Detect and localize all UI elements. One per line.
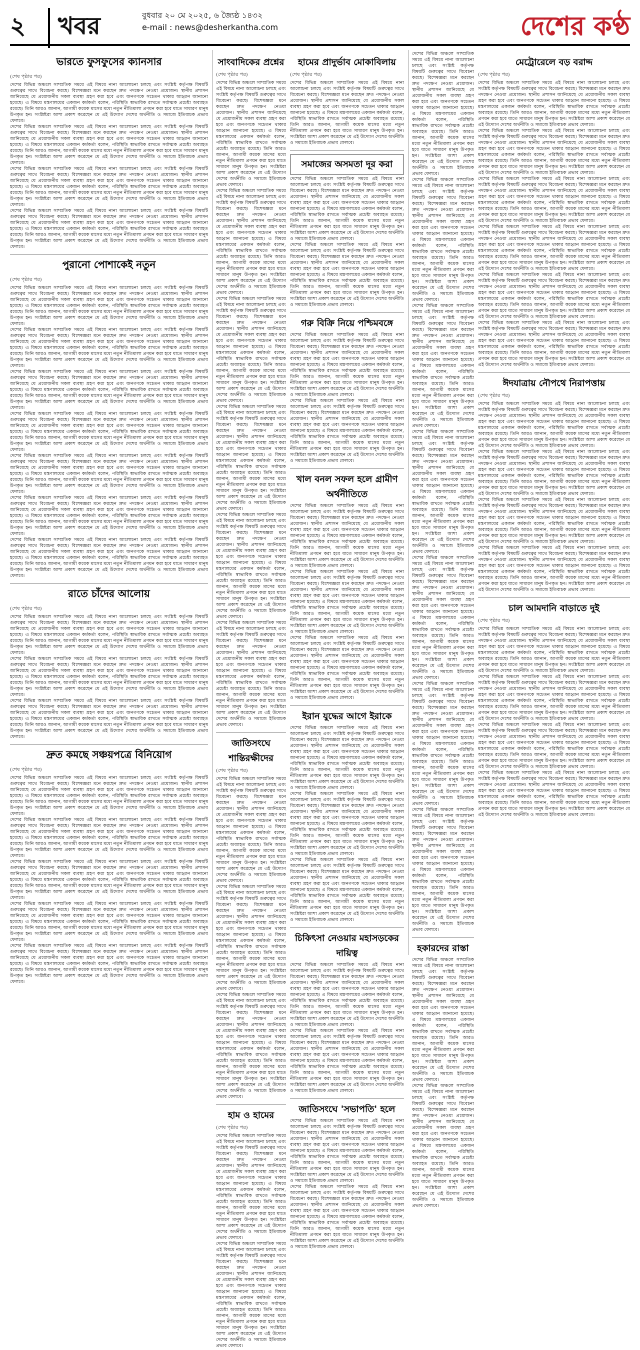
article-body: দেশের বিভিন্ন অঞ্চলে সাম্প্রতিক সময়ে এই বিষয়ে নানা আলোচনা চলছে এবং সংশ্লিষ্ট কর্তৃপক্ষ বিষয়টি গুরুত্বের সাথে বিবেচনা করছে। বিশেষজ্ঞরা মনে করছেন দ্রুত পদক্ষেপ নেওয়া প্রয়োজন। স্থানীয় প্রশাসন জানিয়েছে যে প্রয়োজনীয় সকল ব্যবস্থা গ্রহণ করা হবে এবং জনগণকে সচেতন থাকার আহ্বান জানানো হয়েছে। এ বিষয়ে মন্ত্রণালয়ের একজন কর্মকর্তা বলেন, পরিস্থিতি স্বাভাবিক রাখতে সর্বাত্মক প্রচেষ্টা অব্যাহত রয়েছে। তিনি আরও জানান, আগামী কয়েক মাসের মধ্যে নতুন নীতিমালা প্রণয়ন করা হবে যাতে সাধারণ মানুষ উপকৃত হন। সংশ্লিষ্টরা আশা প্রকাশ করেছেন যে এই উদ্যোগ দেশের অর্থনীতি ও সমাজে ইতিবাচক প্রভাব ফেলবে।: [290, 726, 404, 791]
article-body: দেশের বিভিন্ন অঞ্চলে সাম্প্রতিক সময়ে এই বিষয়ে নানা আলোচনা চলছে এবং সংশ্লিষ্ট কর্তৃপক্ষ বিষয়টি গুরুত্বের সাথে বিবেচনা করছে। বিশেষজ্ঞরা মনে করছেন দ্রুত পদক্ষেপ নেওয়া প্রয়োজন। স্থানীয় প্রশাসন জানিয়েছে যে প্রয়োজনীয় সকল ব্যবস্থা গ্রহণ করা হবে এবং জনগণকে সচেতন থাকার আহ্বান জানানো হয়েছে। এ বিষয়ে মন্ত্রণালয়ের একজন কর্মকর্তা বলেন, পরিস্থিতি স্বাভাবিক রাখতে সর্বাত্মক প্রচেষ্টা অব্যাহত রয়েছে। তিনি আরও জানান, আগামী কয়েক মাসের মধ্যে নতুন নীতিমালা প্রণয়ন করা হবে যাতে সাধারণ মানুষ উপকৃত হন। সংশ্লিষ্টরা আশা প্রকাশ করেছেন যে এই উদ্যোগ দেশের অর্থনীতি ও সমাজে ইতিবাচক প্রভাব ফেলবে।: [10, 944, 208, 985]
kicker: (শেষ পৃষ্ঠার পর): [10, 74, 42, 80]
headline: দ্রুত কমছে সঞ্চয়পত্রে বিনিয়োগ: [46, 750, 172, 761]
article-body: দেশের বিভিন্ন অঞ্চলে সাম্প্রতিক সময়ে এই বিষয়ে নানা আলোচনা চলছে এবং সংশ্লিষ্ট কর্তৃপক্ষ বিষয়টি গুরুত্বের সাথে বিবেচনা করছে। বিশেষজ্ঞরা মনে করছেন দ্রুত পদক্ষেপ নেওয়া প্রয়োজন। স্থানীয় প্রশাসন জানিয়েছে যে প্রয়োজনীয় সকল ব্যবস্থা গ্রহণ করা হবে এবং জনগণকে সচেতন থাকার আহ্বান জানানো হয়েছে। এ বিষয়ে মন্ত্রণালয়ের একজন কর্মকর্তা বলেন, পরিস্থিতি স্বাভাবিক রাখতে সর্বাত্মক প্রচেষ্টা অব্যাহত রয়েছে। তিনি আরও জানান, আগামী কয়েক মাসের মধ্যে নতুন নীতিমালা প্রণয়ন করা হবে যাতে সাধারণ মানুষ উপকৃত হন। সংশ্লিষ্টরা আশা প্রকাশ করেছেন যে এই উদ্যোগ দেশের অর্থনীতি ও সমাজে ইতিবাচক প্রভাব ফেলবে।: [216, 885, 286, 992]
article-body: দেশের বিভিন্ন অঞ্চলে সাম্প্রতিক সময়ে এই বিষয়ে নানা আলোচনা চলছে এবং সংশ্লিষ্ট কর্তৃপক্ষ বিষয়টি গুরুত্বের সাথে বিবেচনা করছে। বিশেষজ্ঞরা মনে করছেন দ্রুত পদক্ষেপ নেওয়া প্রয়োজন। স্থানীয় প্রশাসন জানিয়েছে যে প্রয়োজনীয় সকল ব্যবস্থা গ্রহণ করা হবে এবং জনগণকে সচেতন থাকার আহ্বান জানানো হয়েছে। এ বিষয়ে মন্ত্রণালয়ের একজন কর্মকর্তা বলেন, পরিস্থিতি স্বাভাবিক রাখতে সর্বাত্মক প্রচেষ্টা অব্যাহত রয়েছে। তিনি আরও জানান, আগামী কয়েক মাসের মধ্যে নতুন নীতিমালা প্রণয়ন করা হবে যাতে সাধারণ মানুষ উপকৃত হন। সংশ্লিষ্টরা আশা প্রকাশ করেছেন যে এই উদ্যোগ দেশের অর্থনীতি ও সমাজে ইতিবাচক প্রভাব ফেলবে।: [216, 189, 286, 296]
article-body: দেশের বিভিন্ন অঞ্চলে সাম্প্রতিক সময়ে এই বিষয়ে নানা আলোচনা চলছে এবং সংশ্লিষ্ট কর্তৃপক্ষ বিষয়টি গুরুত্বের সাথে বিবেচনা করছে। বিশেষজ্ঞরা মনে করছেন দ্রুত পদক্ষেপ নেওয়া প্রয়োজন। স্থানীয় প্রশাসন জানিয়েছে যে প্রয়োজনীয় সকল ব্যবস্থা গ্রহণ করা হবে এবং জনগণকে সচেতন থাকার আহ্বান জানানো হয়েছে। এ বিষয়ে মন্ত্রণালয়ের একজন কর্মকর্তা বলেন, পরিস্থিতি স্বাভাবিক রাখতে সর্বাত্মক প্রচেষ্টা অব্যাহত রয়েছে। তিনি আরও জানান, আগামী কয়েক মাসের মধ্যে নতুন নীতিমালা প্রণয়ন করা হবে যাতে সাধারণ মানুষ উপকৃত হন। সংশ্লিষ্টরা আশা প্রকাশ করেছেন যে এই উদ্যোগ দেশের অর্থনীতি ও সমাজে ইতিবাচক প্রভাব ফেলবে।: [412, 556, 474, 681]
article-body: দেশের বিভিন্ন অঞ্চলে সাম্প্রতিক সময়ে এই বিষয়ে নানা আলোচনা চলছে এবং সংশ্লিষ্ট কর্তৃপক্ষ বিষয়টি গুরুত্বের সাথে বিবেচনা করছে। বিশেষজ্ঞরা মনে করছেন দ্রুত পদক্ষেপ নেওয়া প্রয়োজন। স্থানীয় প্রশাসন জানিয়েছে যে প্রয়োজনীয় সকল ব্যবস্থা গ্রহণ করা হবে এবং জনগণকে সচেতন থাকার আহ্বান জানানো হয়েছে। এ বিষয়ে মন্ত্রণালয়ের একজন কর্মকর্তা বলেন, পরিস্থিতি স্বাভাবিক রাখতে সর্বাত্মক প্রচেষ্টা অব্যাহত রয়েছে। তিনি আরও জানান, আগামী কয়েক মাসের মধ্যে নতুন নীতিমালা প্রণয়ন করা হবে যাতে সাধারণ মানুষ উপকৃত হন। সংশ্লিষ্টরা আশা প্রকাশ করেছেন যে এই উদ্যোগ দেশের অর্থনীতি ও সমাজে ইতিবাচক প্রভাব ফেলবে।: [10, 370, 208, 411]
headline: ভারতে ফুসফুসের ক্যানসার: [56, 57, 162, 68]
headline: হাম ও হামের: [227, 1111, 275, 1121]
article-body: দেশের বিভিন্ন অঞ্চলে সাম্প্রতিক সময়ে এই বিষয়ে নানা আলোচনা চলছে এবং সংশ্লিষ্ট কর্তৃপক্ষ বিষয়টি গুরুত্বের সাথে বিবেচনা করছে। বিশেষজ্ঞরা মনে করছেন দ্রুত পদক্ষেপ নেওয়া প্রয়োজন। স্থানীয় প্রশাসন জানিয়েছে যে প্রয়োজনীয় সকল ব্যবস্থা গ্রহণ করা হবে এবং জনগণকে সচেতন থাকার আহ্বান জানানো হয়েছে। এ বিষয়ে মন্ত্রণালয়ের একজন কর্মকর্তা বলেন, পরিস্থিতি স্বাভাবিক রাখতে সর্বাত্মক প্রচেষ্টা অব্যাহত রয়েছে। তিনি আরও জানান, আগামী কয়েক মাসের মধ্যে নতুন নীতিমালা প্রণয়ন করা হবে যাতে সাধারণ মানুষ উপকৃত হন। সংশ্লিষ্টরা আশা প্রকাশ করেছেন যে এই উদ্যোগ দেশের অর্থনীতি ও সমাজে ইতিবাচক প্রভাব ফেলবে।: [216, 993, 286, 1100]
headline: হকারদের রাস্তা: [417, 944, 469, 954]
article-body: দেশের বিভিন্ন অঞ্চলে সাম্প্রতিক সময়ে এই বিষয়ে নানা আলোচনা চলছে এবং সংশ্লিষ্ট কর্তৃপক্ষ বিষয়টি গুরুত্বের সাথে বিবেচনা করছে। বিশেষজ্ঞরা মনে করছেন দ্রুত পদক্ষেপ নেওয়া প্রয়োজন। স্থানীয় প্রশাসন জানিয়েছে যে প্রয়োজনীয় সকল ব্যবস্থা গ্রহণ করা হবে এবং জনগণকে সচেতন থাকার আহ্বান জানানো হয়েছে। এ বিষয়ে মন্ত্রণালয়ের একজন কর্মকর্তা বলেন, পরিস্থিতি স্বাভাবিক রাখতে সর্বাত্মক প্রচেষ্টা অব্যাহত রয়েছে। তিনি আরও জানান, আগামী কয়েক মাসের মধ্যে নতুন নীতিমালা প্রণয়ন করা হবে যাতে সাধারণ মানুষ উপকৃত হন। সংশ্লিষ্টরা আশা প্রকাশ করেছেন যে এই উদ্যোগ দেশের অর্থনীতি ও সমাজে ইতিবাচক প্রভাব ফেলবে।: [478, 177, 630, 224]
column-rule: [408, 50, 409, 955]
article-body: দেশের বিভিন্ন অঞ্চলে সাম্প্রতিক সময়ে এই বিষয়ে নানা আলোচনা চলছে এবং সংশ্লিষ্ট কর্তৃপক্ষ বিষয়টি গুরুত্বের সাথে বিবেচনা করছে। বিশেষজ্ঞরা মনে করছেন দ্রুত পদক্ষেপ নেওয়া প্রয়োজন। স্থানীয় প্রশাসন জানিয়েছে যে প্রয়োজনীয় সকল ব্যবস্থা গ্রহণ করা হবে এবং জনগণকে সচেতন থাকার আহ্বান জানানো হয়েছে। এ বিষয়ে মন্ত্রণালয়ের একজন কর্মকর্তা বলেন, পরিস্থিতি স্বাভাবিক রাখতে সর্বাত্মক প্রচেষ্টা অব্যাহত রয়েছে। তিনি আরও জানান, আগামী কয়েক মাসের মধ্যে নতুন নীতিমালা প্রণয়ন করা হবে যাতে সাধারণ মানুষ উপকৃত হন। সংশ্লিষ্টরা আশা প্রকাশ করেছেন যে এই উদ্যোগ দেশের অর্থনীতি ও সমাজে ইতিবাচক প্রভাব ফেলবে।: [290, 504, 404, 569]
article-body: দেশের বিভিন্ন অঞ্চলে সাম্প্রতিক সময়ে এই বিষয়ে নানা আলোচনা চলছে এবং সংশ্লিষ্ট কর্তৃপক্ষ বিষয়টি গুরুত্বের সাথে বিবেচনা করছে। বিশেষজ্ঞরা মনে করছেন দ্রুত পদক্ষেপ নেওয়া প্রয়োজন। স্থানীয় প্রশাসন জানিয়েছে যে প্রয়োজনীয় সকল ব্যবস্থা গ্রহণ করা হবে এবং জনগণকে সচেতন থাকার আহ্বান জানানো হয়েছে। এ বিষয়ে মন্ত্রণালয়ের একজন কর্মকর্তা বলেন, পরিস্থিতি স্বাভাবিক রাখতে সর্বাত্মক প্রচেষ্টা অব্যাহত রয়েছে। তিনি আরও জানান, আগামী কয়েক মাসের মধ্যে নতুন নীতিমালা প্রণয়ন করা হবে যাতে সাধারণ মানুষ উপকৃত হন। সংশ্লিষ্টরা আশা প্রকাশ করেছেন যে এই উদ্যোগ দেশের অর্থনীতি ও সমাজে ইতিবাচক প্রভাব ফেলবে।: [10, 125, 208, 166]
article-body: দেশের বিভিন্ন অঞ্চলে সাম্প্রতিক সময়ে এই বিষয়ে নানা আলোচনা চলছে এবং সংশ্লিষ্ট কর্তৃপক্ষ বিষয়টি গুরুত্বের সাথে বিবেচনা করছে। বিশেষজ্ঞরা মনে করছেন দ্রুত পদক্ষেপ নেওয়া প্রয়োজন। স্থানীয় প্রশাসন জানিয়েছে যে প্রয়োজনীয় সকল ব্যবস্থা গ্রহণ করা হবে এবং জনগণকে সচেতন থাকার আহ্বান জানানো হয়েছে। এ বিষয়ে মন্ত্রণালয়ের একজন কর্মকর্তা বলেন, পরিস্থিতি স্বাভাবিক রাখতে সর্বাত্মক প্রচেষ্টা অব্যাহত রয়েছে। তিনি আরও জানান, আগামী কয়েক মাসের মধ্যে নতুন নীতিমালা প্রণয়ন করা হবে যাতে সাধারণ মানুষ উপকৃত হন। সংশ্লিষ্টরা আশা প্রকাশ করেছেন যে এই উদ্যোগ দেশের অর্থনীতি ও সমাজে ইতিবাচক প্রভাব ফেলবে।: [10, 902, 208, 943]
article-body: দেশের বিভিন্ন অঞ্চলে সাম্প্রতিক সময়ে এই বিষয়ে নানা আলোচনা চলছে এবং সংশ্লিষ্ট কর্তৃপক্ষ বিষয়টি গুরুত্বের সাথে বিবেচনা করছে। বিশেষজ্ঞরা মনে করছেন দ্রুত পদক্ষেপ নেওয়া প্রয়োজন। স্থানীয় প্রশাসন জানিয়েছে যে প্রয়োজনীয় সকল ব্যবস্থা গ্রহণ করা হবে এবং জনগণকে সচেতন থাকার আহ্বান জানানো হয়েছে। এ বিষয়ে মন্ত্রণালয়ের একজন কর্মকর্তা বলেন, পরিস্থিতি স্বাভাবিক রাখতে সর্বাত্মক প্রচেষ্টা অব্যাহত রয়েছে। তিনি আরও জানান, আগামী কয়েক মাসের মধ্যে নতুন নীতিমালা প্রণয়ন করা হবে যাতে সাধারণ মানুষ উপকৃত হন। সংশ্লিষ্টরা আশা প্রকাশ করেছেন যে এই উদ্যোগ দেশের অর্থনীতি ও সমাজে ইতিবাচক প্রভাব ফেলবে।: [290, 1029, 404, 1094]
article-body: দেশের বিভিন্ন অঞ্চলে সাম্প্রতিক সময়ে এই বিষয়ে নানা আলোচনা চলছে এবং সংশ্লিষ্ট কর্তৃপক্ষ বিষয়টি গুরুত্বের সাথে বিবেচনা করছে। বিশেষজ্ঞরা মনে করছেন দ্রুত পদক্ষেপ নেওয়া প্রয়োজন। স্থানীয় প্রশাসন জানিয়েছে যে প্রয়োজনীয় সকল ব্যবস্থা গ্রহণ করা হবে এবং জনগণকে সচেতন থাকার আহ্বান জানানো হয়েছে। এ বিষয়ে মন্ত্রণালয়ের একজন কর্মকর্তা বলেন, পরিস্থিতি স্বাভাবিক রাখতে সর্বাত্মক প্রচেষ্টা অব্যাহত রয়েছে। তিনি আরও জানান, আগামী কয়েক মাসের মধ্যে নতুন নীতিমালা প্রণয়ন করা হবে যাতে সাধারণ মানুষ উপকৃত হন। সংশ্লিষ্টরা আশা প্রকাশ করেছেন যে এই উদ্যোগ দেশের অর্থনীতি ও সমাজে ইতিবাচক প্রভাব ফেলবে।: [10, 818, 208, 859]
article-body: দেশের বিভিন্ন অঞ্চলে সাম্প্রতিক সময়ে এই বিষয়ে নানা আলোচনা চলছে এবং সংশ্লিষ্ট কর্তৃপক্ষ বিষয়টি গুরুত্বের সাথে বিবেচনা করছে। বিশেষজ্ঞরা মনে করছেন দ্রুত পদক্ষেপ নেওয়া প্রয়োজন। স্থানীয় প্রশাসন জানিয়েছে যে প্রয়োজনীয় সকল ব্যবস্থা গ্রহণ করা হবে এবং জনগণকে সচেতন থাকার আহ্বান জানানো হয়েছে। এ বিষয়ে মন্ত্রণালয়ের একজন কর্মকর্তা বলেন, পরিস্থিতি স্বাভাবিক রাখতে সর্বাত্মক প্রচেষ্টা অব্যাহত রয়েছে। তিনি আরও জানান, আগামী কয়েক মাসের মধ্যে নতুন নীতিমালা প্রণয়ন করা হবে যাতে সাধারণ মানুষ উপকৃত হন। সংশ্লিষ্টরা আশা প্রকাশ করেছেন যে এই উদ্যোগ দেশের অর্থনীতি ও সমাজে ইতিবাচক প্রভাব ফেলবে।: [10, 496, 208, 537]
article-body: দেশের বিভিন্ন অঞ্চলে সাম্প্রতিক সময়ে এই বিষয়ে নানা আলোচনা চলছে এবং সংশ্লিষ্ট কর্তৃপক্ষ বিষয়টি গুরুত্বের সাথে বিবেচনা করছে। বিশেষজ্ঞরা মনে করছেন দ্রুত পদক্ষেপ নেওয়া প্রয়োজন। স্থানীয় প্রশাসন জানিয়েছে যে প্রয়োজনীয় সকল ব্যবস্থা গ্রহণ করা হবে এবং জনগণকে সচেতন থাকার আহ্বান জানানো হয়েছে। এ বিষয়ে মন্ত্রণালয়ের একজন কর্মকর্তা বলেন, পরিস্থিতি স্বাভাবিক রাখতে সর্বাত্মক প্রচেষ্টা অব্যাহত রয়েছে। তিনি আরও জানান, আগামী কয়েক মাসের মধ্যে নতুন নীতিমালা প্রণয়ন করা হবে যাতে সাধারণ মানুষ উপকৃত হন। সংশ্লিষ্টরা আশা প্রকাশ করেছেন যে এই উদ্যোগ দেশের অর্থনীতি ও সমাজে ইতিবাচক প্রভাব ফেলবে।: [478, 450, 630, 497]
column-right-narrow: [412, 52, 474, 1209]
article-body: দেশের বিভিন্ন অঞ্চলে সাম্প্রতিক সময়ে এই বিষয়ে নানা আলোচনা চলছে এবং সংশ্লিষ্ট কর্তৃপক্ষ বিষয়টি গুরুত্বের সাথে বিবেচনা করছে। বিশেষজ্ঞরা মনে করছেন দ্রুত পদক্ষেপ নেওয়া প্রয়োজন। স্থানীয় প্রশাসন জানিয়েছে যে প্রয়োজনীয় সকল ব্যবস্থা গ্রহণ করা হবে এবং জনগণকে সচেতন থাকার আহ্বান জানানো হয়েছে। এ বিষয়ে মন্ত্রণালয়ের একজন কর্মকর্তা বলেন, পরিস্থিতি স্বাভাবিক রাখতে সর্বাত্মক প্রচেষ্টা অব্যাহত রয়েছে। তিনি আরও জানান, আগামী কয়েক মাসের মধ্যে নতুন নীতিমালা প্রণয়ন করা হবে যাতে সাধারণ মানুষ উপকৃত হন। সংশ্লিষ্টরা আশা প্রকাশ করেছেন যে এই উদ্যোগ দেশের অর্থনীতি ও সমাজে ইতিবাচক প্রভাব ফেলবে।: [478, 81, 630, 128]
article-body: দেশের বিভিন্ন অঞ্চলে সাম্প্রতিক সময়ে এই বিষয়ে নানা আলোচনা চলছে এবং সংশ্লিষ্ট কর্তৃপক্ষ বিষয়টি গুরুত্বের সাথে বিবেচনা করছে। বিশেষজ্ঞরা মনে করছেন দ্রুত পদক্ষেপ নেওয়া প্রয়োজন। স্থানীয় প্রশাসন জানিয়েছে যে প্রয়োজনীয় সকল ব্যবস্থা গ্রহণ করা হবে এবং জনগণকে সচেতন থাকার আহ্বান জানানো হয়েছে। এ বিষয়ে মন্ত্রণালয়ের একজন কর্মকর্তা বলেন, পরিস্থিতি স্বাভাবিক রাখতে সর্বাত্মক প্রচেষ্টা অব্যাহত রয়েছে। তিনি আরও জানান, আগামী কয়েক মাসের মধ্যে নতুন নীতিমালা প্রণয়ন করা হবে যাতে সাধারণ মানুষ উপকৃত হন। সংশ্লিষ্টরা আশা প্রকাশ করেছেন যে এই উদ্যোগ দেশের অর্থনীতি ও সমাজে ইতিবাচক প্রভাব ফেলবে।: [290, 81, 404, 146]
kicker: (শেষ পৃষ্ঠার পর): [10, 606, 42, 612]
headline: জাতিসংঘে 'সভাপতি' হলে: [298, 1105, 396, 1115]
article-body: দেশের বিভিন্ন অঞ্চলে সাম্প্রতিক সময়ে এই বিষয়ে নানা আলোচনা চলছে এবং সংশ্লিষ্ট কর্তৃপক্ষ বিষয়টি গুরুত্বের সাথে বিবেচনা করছে। বিশেষজ্ঞরা মনে করছেন দ্রুত পদক্ষেপ নেওয়া প্রয়োজন। স্থানীয় প্রশাসন জানিয়েছে যে প্রয়োজনীয় সকল ব্যবস্থা গ্রহণ করা হবে এবং জনগণকে সচেতন থাকার আহ্বান জানানো হয়েছে। এ বিষয়ে মন্ত্রণালয়ের একজন কর্মকর্তা বলেন, পরিস্থিতি স্বাভাবিক রাখতে সর্বাত্মক প্রচেষ্টা অব্যাহত রয়েছে। তিনি আরও জানান, আগামী কয়েক মাসের মধ্যে নতুন নীতিমালা প্রণয়ন করা হবে যাতে সাধারণ মানুষ উপকৃত হন। সংশ্লিষ্টরা আশা প্রকাশ করেছেন যে এই উদ্যোগ দেশের অর্থনীতি ও সমাজে ইতিবাচক প্রভাব ফেলবে।: [478, 129, 630, 176]
article-body: দেশের বিভিন্ন অঞ্চলে সাম্প্রতিক সময়ে এই বিষয়ে নানা আলোচনা চলছে এবং সংশ্লিষ্ট কর্তৃপক্ষ বিষয়টি গুরুত্বের সাথে বিবেচনা করছে। বিশেষজ্ঞরা মনে করছেন দ্রুত পদক্ষেপ নেওয়া প্রয়োজন। স্থানীয় প্রশাসন জানিয়েছে যে প্রয়োজনীয় সকল ব্যবস্থা গ্রহণ করা হবে এবং জনগণকে সচেতন থাকার আহ্বান জানানো হয়েছে। এ বিষয়ে মন্ত্রণালয়ের একজন কর্মকর্তা বলেন, পরিস্থিতি স্বাভাবিক রাখতে সর্বাত্মক প্রচেষ্টা অব্যাহত রয়েছে। তিনি আরও জানান, আগামী কয়েক মাসের মধ্যে নতুন নীতিমালা প্রণয়ন করা হবে যাতে সাধারণ মানুষ উপকৃত হন। সংশ্লিষ্টরা আশা প্রকাশ করেছেন যে এই উদ্যোগ দেশের অর্থনীতি ও সমাজে ইতিবাচক প্রভাব ফেলবে।: [10, 412, 208, 453]
kicker: (শেষ পৃষ্ঠার পর): [290, 72, 322, 78]
headline: গরু বিক্রি নিয়ে পশ্চিমবঙ্গে: [300, 319, 394, 329]
article-body: দেশের বিভিন্ন অঞ্চলে সাম্প্রতিক সময়ে এই বিষয়ে নানা আলোচনা চলছে এবং সংশ্লিষ্ট কর্তৃপক্ষ বিষয়টি গুরুত্বের সাথে বিবেচনা করছে। বিশেষজ্ঞরা মনে করছেন দ্রুত পদক্ষেপ নেওয়া প্রয়োজন। স্থানীয় প্রশাসন জানিয়েছে যে প্রয়োজনীয় সকল ব্যবস্থা গ্রহণ করা হবে এবং জনগণকে সচেতন থাকার আহ্বান জানানো হয়েছে। এ বিষয়ে মন্ত্রণালয়ের একজন কর্মকর্তা বলেন, পরিস্থিতি স্বাভাবিক রাখতে সর্বাত্মক প্রচেষ্টা অব্যাহত রয়েছে। তিনি আরও জানান, আগামী কয়েক মাসের মধ্যে নতুন নীতিমালা প্রণয়ন করা হবে যাতে সাধারণ মানুষ উপকৃত হন। সংশ্লিষ্টরা আশা প্রকাশ করেছেন যে এই উদ্যোগ দেশের অর্থনীতি ও সমাজে ইতিবাচক প্রভাব ফেলবে।: [290, 858, 404, 923]
article-body: দেশের বিভিন্ন অঞ্চলে সাম্প্রতিক সময়ে এই বিষয়ে নানা আলোচনা চলছে এবং সংশ্লিষ্ট কর্তৃপক্ষ বিষয়টি গুরুত্বের সাথে বিবেচনা করছে। বিশেষজ্ঞরা মনে করছেন দ্রুত পদক্ষেপ নেওয়া প্রয়োজন। স্থানীয় প্রশাসন জানিয়েছে যে প্রয়োজনীয় সকল ব্যবস্থা গ্রহণ করা হবে এবং জনগণকে সচেতন থাকার আহ্বান জানানো হয়েছে। এ বিষয়ে মন্ত্রণালয়ের একজন কর্মকর্তা বলেন, পরিস্থিতি স্বাভাবিক রাখতে সর্বাত্মক প্রচেষ্টা অব্যাহত রয়েছে। তিনি আরও জানান, আগামী কয়েক মাসের মধ্যে নতুন নীতিমালা প্রণয়ন করা হবে যাতে সাধারণ মানুষ উপকৃত হন। সংশ্লিষ্টরা আশা প্রকাশ করেছেন যে এই উদ্যোগ দেশের অর্থনীতি ও সমাজে ইতিবাচক প্রভাব ফেলবে।: [216, 621, 286, 728]
column-right: [478, 52, 630, 957]
kicker: (শেষ পৃষ্ঠার পর): [216, 768, 248, 774]
article-body: দেশের বিভিন্ন অঞ্চলে সাম্প্রতিক সময়ে এই বিষয়ে নানা আলোচনা চলছে এবং সংশ্লিষ্ট কর্তৃপক্ষ বিষয়টি গুরুত্বের সাথে বিবেচনা করছে। বিশেষজ্ঞরা মনে করছেন দ্রুত পদক্ষেপ নেওয়া প্রয়োজন। স্থানীয় প্রশাসন জানিয়েছে যে প্রয়োজনীয় সকল ব্যবস্থা গ্রহণ করা হবে এবং জনগণকে সচেতন থাকার আহ্বান জানানো হয়েছে। এ বিষয়ে মন্ত্রণালয়ের একজন কর্মকর্তা বলেন, পরিস্থিতি স্বাভাবিক রাখতে সর্বাত্মক প্রচেষ্টা অব্যাহত রয়েছে। তিনি আরও জানান, আগামী কয়েক মাসের মধ্যে নতুন নীতিমালা প্রণয়ন করা হবে যাতে সাধারণ মানুষ উপকৃত হন। সংশ্লিষ্টরা আশা প্রকাশ করেছেন যে এই উদ্যোগ দেশের অর্থনীতি ও সমাজে ইতিবাচক প্রভাব ফেলবে।: [478, 675, 630, 722]
article-body: দেশের বিভিন্ন অঞ্চলে সাম্প্রতিক সময়ে এই বিষয়ে নানা আলোচনা চলছে এবং সংশ্লিষ্ট কর্তৃপক্ষ বিষয়টি গুরুত্বের সাথে বিবেচনা করছে। বিশেষজ্ঞরা মনে করছেন দ্রুত পদক্ষেপ নেওয়া প্রয়োজন। স্থানীয় প্রশাসন জানিয়েছে যে প্রয়োজনীয় সকল ব্যবস্থা গ্রহণ করা হবে এবং জনগণকে সচেতন থাকার আহ্বান জানানো হয়েছে। এ বিষয়ে মন্ত্রণালয়ের একজন কর্মকর্তা বলেন, পরিস্থিতি স্বাভাবিক রাখতে সর্বাত্মক প্রচেষ্টা অব্যাহত রয়েছে। তিনি আরও জানান, আগামী কয়েক মাসের মধ্যে নতুন নীতিমালা প্রণয়ন করা হবে যাতে সাধারণ মানুষ উপকৃত হন। সংশ্লিষ্টরা আশা প্রকাশ করেছেন যে এই উদ্যোগ দেশের অর্থনীতি ও সমাজে ইতিবাচক প্রভাব ফেলবে।: [216, 513, 286, 620]
article-body: দেশের বিভিন্ন অঞ্চলে সাম্প্রতিক সময়ে এই বিষয়ে নানা আলোচনা চলছে এবং সংশ্লিষ্ট কর্তৃপক্ষ বিষয়টি গুরুত্বের সাথে বিবেচনা করছে। বিশেষজ্ঞরা মনে করছেন দ্রুত পদক্ষেপ নেওয়া প্রয়োজন। স্থানীয় প্রশাসন জানিয়েছে যে প্রয়োজনীয় সকল ব্যবস্থা গ্রহণ করা হবে এবং জনগণকে সচেতন থাকার আহ্বান জানানো হয়েছে। এ বিষয়ে মন্ত্রণালয়ের একজন কর্মকর্তা বলেন, পরিস্থিতি স্বাভাবিক রাখতে সর্বাত্মক প্রচেষ্টা অব্যাহত রয়েছে। তিনি আরও জানান, আগামী কয়েক মাসের মধ্যে নতুন নীতিমালা প্রণয়ন করা হবে যাতে সাধারণ মানুষ উপকৃত হন। সংশ্লিষ্টরা আশা প্রকাশ করেছেন যে এই উদ্যোগ দেশের অর্থনীতি ও সমাজে ইতিবাচক প্রভাব ফেলবে।: [290, 963, 404, 1028]
headline: ঈদযাত্রায় নৌপথে নিরাপত্তায়: [502, 379, 606, 389]
article-body: দেশের বিভিন্ন অঞ্চলে সাম্প্রতিক সময়ে এই বিষয়ে নানা আলোচনা চলছে এবং সংশ্লিষ্ট কর্তৃপক্ষ বিষয়টি গুরুত্বের সাথে বিবেচনা করছে। বিশেষজ্ঞরা মনে করছেন দ্রুত পদক্ষেপ নেওয়া প্রয়োজন। স্থানীয় প্রশাসন জানিয়েছে যে প্রয়োজনীয় সকল ব্যবস্থা গ্রহণ করা হবে এবং জনগণকে সচেতন থাকার আহ্বান জানানো হয়েছে। এ বিষয়ে মন্ত্রণালয়ের একজন কর্মকর্তা বলেন, পরিস্থিতি স্বাভাবিক রাখতে সর্বাত্মক প্রচেষ্টা অব্যাহত রয়েছে। তিনি আরও জানান, আগামী কয়েক মাসের মধ্যে নতুন নীতিমালা প্রণয়ন করা হবে যাতে সাধারণ মানুষ উপকৃত হন। সংশ্লিষ্টরা আশা প্রকাশ করেছেন যে এই উদ্যোগ দেশের অর্থনীতি ও সমাজে ইতিবাচক প্রভাব ফেলবে।: [10, 209, 208, 250]
masthead: দেশের কণ্ঠ: [520, 12, 630, 42]
headline: হামের প্রাদুর্ভাব মোকাবিলায়: [298, 58, 396, 68]
article-body: দেশের বিভিন্ন অঞ্চলে সাম্প্রতিক সময়ে এই বিষয়ে নানা আলোচনা চলছে এবং সংশ্লিষ্ট কর্তৃপক্ষ বিষয়টি গুরুত্বের সাথে বিবেচনা করছে। বিশেষজ্ঞরা মনে করছেন দ্রুত পদক্ষেপ নেওয়া প্রয়োজন। স্থানীয় প্রশাসন জানিয়েছে যে প্রয়োজনীয় সকল ব্যবস্থা গ্রহণ করা হবে এবং জনগণকে সচেতন থাকার আহ্বান জানানো হয়েছে। এ বিষয়ে মন্ত্রণালয়ের একজন কর্মকর্তা বলেন, পরিস্থিতি স্বাভাবিক রাখতে সর্বাত্মক প্রচেষ্টা অব্যাহত রয়েছে। তিনি আরও জানান, আগামী কয়েক মাসের মধ্যে নতুন নীতিমালা প্রণয়ন করা হবে যাতে সাধারণ মানুষ উপকৃত হন। সংশ্লিষ্টরা আশা প্রকাশ করেছেন যে এই উদ্যোগ দেশের অর্থনীতি ও সমাজে ইতিবাচক প্রভাব ফেলবে।: [290, 792, 404, 857]
article-body: দেশের বিভিন্ন অঞ্চলে সাম্প্রতিক সময়ে এই বিষয়ে নানা আলোচনা চলছে এবং সংশ্লিষ্ট কর্তৃপক্ষ বিষয়টি গুরুত্বের সাথে বিবেচনা করছে। বিশেষজ্ঞরা মনে করছেন দ্রুত পদক্ষেপ নেওয়া প্রয়োজন। স্থানীয় প্রশাসন জানিয়েছে যে প্রয়োজনীয় সকল ব্যবস্থা গ্রহণ করা হবে এবং জনগণকে সচেতন থাকার আহ্বান জানানো হয়েছে। এ বিষয়ে মন্ত্রণালয়ের একজন কর্মকর্তা বলেন, পরিস্থিতি স্বাভাবিক রাখতে সর্বাত্মক প্রচেষ্টা অব্যাহত রয়েছে। তিনি আরও জানান, আগামী কয়েক মাসের মধ্যে নতুন নীতিমালা প্রণয়ন করা হবে যাতে সাধারণ মানুষ উপকৃত হন। সংশ্লিষ্টরা আশা প্রকাশ করেছেন যে এই উদ্যোগ দেশের অর্থনীতি ও সমাজে ইতিবাচক প্রভাব ফেলবে।: [10, 167, 208, 208]
headline: চাল আমদানি বাড়াতে দুই: [508, 604, 600, 614]
article-body: দেশের বিভিন্ন অঞ্চলে সাম্প্রতিক সময়ে এই বিষয়ে নানা আলোচনা চলছে এবং সংশ্লিষ্ট কর্তৃপক্ষ বিষয়টি গুরুত্বের সাথে বিবেচনা করছে। বিশেষজ্ঞরা মনে করছেন দ্রুত পদক্ষেপ নেওয়া প্রয়োজন। স্থানীয় প্রশাসন জানিয়েছে যে প্রয়োজনীয় সকল ব্যবস্থা গ্রহণ করা হবে এবং জনগণকে সচেতন থাকার আহ্বান জানানো হয়েছে। এ বিষয়ে মন্ত্রণালয়ের একজন কর্মকর্তা বলেন, পরিস্থিতি স্বাভাবিক রাখতে সর্বাত্মক প্রচেষ্টা অব্যাহত রয়েছে। তিনি আরও জানান, আগামী কয়েক মাসের মধ্যে নতুন নীতিমালা প্রণয়ন করা হবে যাতে সাধারণ মানুষ উপকৃত হন। সংশ্লিষ্টরা আশা প্রকাশ করেছেন যে এই উদ্যোগ দেশের অর্থনীতি ও সমাজে ইতিবাচক প্রভাব ফেলবে।: [478, 402, 630, 449]
article-body: দেশের বিভিন্ন অঞ্চলে সাম্প্রতিক সময়ে এই বিষয়ে নানা আলোচনা চলছে এবং সংশ্লিষ্ট কর্তৃপক্ষ বিষয়টি গুরুত্বের সাথে বিবেচনা করছে। বিশেষজ্ঞরা মনে করছেন দ্রুত পদক্ষেপ নেওয়া প্রয়োজন। স্থানীয় প্রশাসন জানিয়েছে যে প্রয়োজনীয় সকল ব্যবস্থা গ্রহণ করা হবে এবং জনগণকে সচেতন থাকার আহ্বান জানানো হয়েছে। এ বিষয়ে মন্ত্রণালয়ের একজন কর্মকর্তা বলেন, পরিস্থিতি স্বাভাবিক রাখতে সর্বাত্মক প্রচেষ্টা অব্যাহত রয়েছে। তিনি আরও জানান, আগামী কয়েক মাসের মধ্যে নতুন নীতিমালা প্রণয়ন করা হবে যাতে সাধারণ মানুষ উপকৃত হন। সংশ্লিষ্টরা আশা প্রকাশ করেছেন যে এই উদ্যোগ দেশের অর্থনীতি ও সমাজে ইতিবাচক প্রভাব ফেলবে।: [412, 178, 474, 303]
kicker: (শেষ পৃষ্ঠার পর): [216, 1125, 248, 1131]
headline: সমাজের অসমতা দূর করা: [290, 154, 404, 175]
article-body: দেশের বিভিন্ন অঞ্চলে সাম্প্রতিক সময়ে এই বিষয়ে নানা আলোচনা চলছে এবং সংশ্লিষ্ট কর্তৃপক্ষ বিষয়টি গুরুত্বের সাথে বিবেচনা করছে। বিশেষজ্ঞরা মনে করছেন দ্রুত পদক্ষেপ নেওয়া প্রয়োজন। স্থানীয় প্রশাসন জানিয়েছে যে প্রয়োজনীয় সকল ব্যবস্থা গ্রহণ করা হবে এবং জনগণকে সচেতন থাকার আহ্বান জানানো হয়েছে। এ বিষয়ে মন্ত্রণালয়ের একজন কর্মকর্তা বলেন, পরিস্থিতি স্বাভাবিক রাখতে সর্বাত্মক প্রচেষ্টা অব্যাহত রয়েছে। তিনি আরও জানান, আগামী কয়েক মাসের মধ্যে নতুন নীতিমালা প্রণয়ন করা হবে যাতে সাধারণ মানুষ উপকৃত হন। সংশ্লিষ্টরা আশা প্রকাশ করেছেন যে এই উদ্যোগ দেশের অর্থনীতি ও সমাজে ইতিবাচক প্রভাব ফেলবে।: [10, 328, 208, 369]
column-left: [10, 52, 208, 985]
article-body: দেশের বিভিন্ন অঞ্চলে সাম্প্রতিক সময়ে এই বিষয়ে নানা আলোচনা চলছে এবং সংশ্লিষ্ট কর্তৃপক্ষ বিষয়টি গুরুত্বের সাথে বিবেচনা করছে। বিশেষজ্ঞরা মনে করছেন দ্রুত পদক্ষেপ নেওয়া প্রয়োজন। স্থানীয় প্রশাসন জানিয়েছে যে প্রয়োজনীয় সকল ব্যবস্থা গ্রহণ করা হবে এবং জনগণকে সচেতন থাকার আহ্বান জানানো হয়েছে। এ বিষয়ে মন্ত্রণালয়ের একজন কর্মকর্তা বলেন, পরিস্থিতি স্বাভাবিক রাখতে সর্বাত্মক প্রচেষ্টা অব্যাহত রয়েছে। তিনি আরও জানান, আগামী কয়েক মাসের মধ্যে নতুন নীতিমালা প্রণয়ন করা হবে যাতে সাধারণ মানুষ উপকৃত হন। সংশ্লিষ্টরা আশা প্রকাশ করেছেন যে এই উদ্যোগ দেশের অর্থনীতি ও সমাজে ইতিবাচক প্রভাব ফেলবে।: [412, 1084, 474, 1209]
article-body: দেশের বিভিন্ন অঞ্চলে সাম্প্রতিক সময়ে এই বিষয়ে নানা আলোচনা চলছে এবং সংশ্লিষ্ট কর্তৃপক্ষ বিষয়টি গুরুত্বের সাথে বিবেচনা করছে। বিশেষজ্ঞরা মনে করছেন দ্রুত পদক্ষেপ নেওয়া প্রয়োজন। স্থানীয় প্রশাসন জানিয়েছে যে প্রয়োজনীয় সকল ব্যবস্থা গ্রহণ করা হবে এবং জনগণকে সচেতন থাকার আহ্বান জানানো হয়েছে। এ বিষয়ে মন্ত্রণালয়ের একজন কর্মকর্তা বলেন, পরিস্থিতি স্বাভাবিক রাখতে সর্বাত্মক প্রচেষ্টা অব্যাহত রয়েছে। তিনি আরও জানান, আগামী কয়েক মাসের মধ্যে নতুন নীতিমালা প্রণয়ন করা হবে যাতে সাধারণ মানুষ উপকৃত হন। সংশ্লিষ্টরা আশা প্রকাশ করেছেন যে এই উদ্যোগ দেশের অর্থনীতি ও সমাজে ইতিবাচক প্রভাব ফেলবে।: [478, 498, 630, 545]
headline: চিকিৎসা নেওয়ার মহাসড়কের দায়িত্ব: [294, 934, 399, 959]
headline: পুরানো পোশাকেই নতুন: [62, 260, 156, 271]
headline: ইরান যুদ্ধের আগে ইরাকে: [302, 712, 392, 722]
article-body: দেশের বিভিন্ন অঞ্চলে সাম্প্রতিক সময়ে এই বিষয়ে নানা আলোচনা চলছে এবং সংশ্লিষ্ট কর্তৃপক্ষ বিষয়টি গুরুত্বের সাথে বিবেচনা করছে। বিশেষজ্ঞরা মনে করছেন দ্রুত পদক্ষেপ নেওয়া প্রয়োজন। স্থানীয় প্রশাসন জানিয়েছে যে প্রয়োজনীয় সকল ব্যবস্থা গ্রহণ করা হবে এবং জনগণকে সচেতন থাকার আহ্বান জানানো হয়েছে। এ বিষয়ে মন্ত্রণালয়ের একজন কর্মকর্তা বলেন, পরিস্থিতি স্বাভাবিক রাখতে সর্বাত্মক প্রচেষ্টা অব্যাহত রয়েছে। তিনি আরও জানান, আগামী কয়েক মাসের মধ্যে নতুন নীতিমালা প্রণয়ন করা হবে যাতে সাধারণ মানুষ উপকৃত হন। সংশ্লিষ্টরা আশা প্রকাশ করেছেন যে এই উদ্যোগ দেশের অর্থনীতি ও সমাজে ইতিবাচক প্রভাব ফেলবে।: [216, 297, 286, 404]
article-body: দেশের বিভিন্ন অঞ্চলে সাম্প্রতিক সময়ে এই বিষয়ে নানা আলোচনা চলছে এবং সংশ্লিষ্ট কর্তৃপক্ষ বিষয়টি গুরুত্বের সাথে বিবেচনা করছে। বিশেষজ্ঞরা মনে করছেন দ্রুত পদক্ষেপ নেওয়া প্রয়োজন। স্থানীয় প্রশাসন জানিয়েছে যে প্রয়োজনীয় সকল ব্যবস্থা গ্রহণ করা হবে এবং জনগণকে সচেতন থাকার আহ্বান জানানো হয়েছে। এ বিষয়ে মন্ত্রণালয়ের একজন কর্মকর্তা বলেন, পরিস্থিতি স্বাভাবিক রাখতে সর্বাত্মক প্রচেষ্টা অব্যাহত রয়েছে। তিনি আরও জানান, আগামী কয়েক মাসের মধ্যে নতুন নীতিমালা প্রণয়ন করা হবে যাতে সাধারণ মানুষ উপকৃত হন। সংশ্লিষ্টরা আশা প্রকাশ করেছেন যে এই উদ্যোগ দেশের অর্থনীতি ও সমাজে ইতিবাচক প্রভাব ফেলবে।: [478, 546, 630, 593]
article-body: দেশের বিভিন্ন অঞ্চলে সাম্প্রতিক সময়ে এই বিষয়ে নানা আলোচনা চলছে এবং সংশ্লিষ্ট কর্তৃপক্ষ বিষয়টি গুরুত্বের সাথে বিবেচনা করছে। বিশেষজ্ঞরা মনে করছেন দ্রুত পদক্ষেপ নেওয়া প্রয়োজন। স্থানীয় প্রশাসন জানিয়েছে যে প্রয়োজনীয় সকল ব্যবস্থা গ্রহণ করা হবে এবং জনগণকে সচেতন থাকার আহ্বান জানানো হয়েছে। এ বিষয়ে মন্ত্রণালয়ের একজন কর্মকর্তা বলেন, পরিস্থিতি স্বাভাবিক রাখতে সর্বাত্মক প্রচেষ্টা অব্যাহত রয়েছে। তিনি আরও জানান, আগামী কয়েক মাসের মধ্যে নতুন নীতিমালা প্রণয়ন করা হবে যাতে সাধারণ মানুষ উপকৃত হন। সংশ্লিষ্টরা আশা প্রকাশ করেছেন যে এই উদ্যোগ দেশের অর্থনীতি ও সমাজে ইতিবাচক প্রভাব ফেলবে।: [10, 657, 208, 698]
article-body: দেশের বিভিন্ন অঞ্চলে সাম্প্রতিক সময়ে এই বিষয়ে নানা আলোচনা চলছে এবং সংশ্লিষ্ট কর্তৃপক্ষ বিষয়টি গুরুত্বের সাথে বিবেচনা করছে। বিশেষজ্ঞরা মনে করছেন দ্রুত পদক্ষেপ নেওয়া প্রয়োজন। স্থানীয় প্রশাসন জানিয়েছে যে প্রয়োজনীয় সকল ব্যবস্থা গ্রহণ করা হবে এবং জনগণকে সচেতন থাকার আহ্বান জানানো হয়েছে। এ বিষয়ে মন্ত্রণালয়ের একজন কর্মকর্তা বলেন, পরিস্থিতি স্বাভাবিক রাখতে সর্বাত্মক প্রচেষ্টা অব্যাহত রয়েছে। তিনি আরও জানান, আগামী কয়েক মাসের মধ্যে নতুন নীতিমালা প্রণয়ন করা হবে যাতে সাধারণ মানুষ উপকৃত হন। সংশ্লিষ্টরা আশা প্রকাশ করেছেন যে এই উদ্যোগ দেশের অর্থনীতি ও সমাজে ইতিবাচক প্রভাব ফেলবে।: [10, 454, 208, 495]
article-body: দেশের বিভিন্ন অঞ্চলে সাম্প্রতিক সময়ে এই বিষয়ে নানা আলোচনা চলছে এবং সংশ্লিষ্ট কর্তৃপক্ষ বিষয়টি গুরুত্বের সাথে বিবেচনা করছে। বিশেষজ্ঞরা মনে করছেন দ্রুত পদক্ষেপ নেওয়া প্রয়োজন। স্থানীয় প্রশাসন জানিয়েছে যে প্রয়োজনীয় সকল ব্যবস্থা গ্রহণ করা হবে এবং জনগণকে সচেতন থাকার আহ্বান জানানো হয়েছে। এ বিষয়ে মন্ত্রণালয়ের একজন কর্মকর্তা বলেন, পরিস্থিতি স্বাভাবিক রাখতে সর্বাত্মক প্রচেষ্টা অব্যাহত রয়েছে। তিনি আরও জানান, আগামী কয়েক মাসের মধ্যে নতুন নীতিমালা প্রণয়ন করা হবে যাতে সাধারণ মানুষ উপকৃত হন। সংশ্লিষ্টরা আশা প্রকাশ করেছেন যে এই উদ্যোগ দেশের অর্থনীতি ও সমাজে ইতিবাচক প্রভাব ফেলবে।: [290, 243, 404, 308]
kicker: (শেষ পৃষ্ঠার পর): [478, 72, 510, 78]
kicker: (শেষ পৃষ্ঠার পর): [478, 618, 510, 624]
article-body: দেশের বিভিন্ন অঞ্চলে সাম্প্রতিক সময়ে এই বিষয়ে নানা আলোচনা চলছে এবং সংশ্লিষ্ট কর্তৃপক্ষ বিষয়টি গুরুত্বের সাথে বিবেচনা করছে। বিশেষজ্ঞরা মনে করছেন দ্রুত পদক্ষেপ নেওয়া প্রয়োজন। স্থানীয় প্রশাসন জানিয়েছে যে প্রয়োজনীয় সকল ব্যবস্থা গ্রহণ করা হবে এবং জনগণকে সচেতন থাকার আহ্বান জানানো হয়েছে। এ বিষয়ে মন্ত্রণালয়ের একজন কর্মকর্তা বলেন, পরিস্থিতি স্বাভাবিক রাখতে সর্বাত্মক প্রচেষ্টা অব্যাহত রয়েছে। তিনি আরও জানান, আগামী কয়েক মাসের মধ্যে নতুন নীতিমালা প্রণয়ন করা হবে যাতে সাধারণ মানুষ উপকৃত হন। সংশ্লিষ্টরা আশা প্রকাশ করেছেন যে এই উদ্যোগ দেশের অর্থনীতি ও সমাজে ইতিবাচক প্রভাব ফেলবে।: [10, 538, 208, 579]
article-body: দেশের বিভিন্ন অঞ্চলে সাম্প্রতিক সময়ে এই বিষয়ে নানা আলোচনা চলছে এবং সংশ্লিষ্ট কর্তৃপক্ষ বিষয়টি গুরুত্বের সাথে বিবেচনা করছে। বিশেষজ্ঞরা মনে করছেন দ্রুত পদক্ষেপ নেওয়া প্রয়োজন। স্থানীয় প্রশাসন জানিয়েছে যে প্রয়োজনীয় সকল ব্যবস্থা গ্রহণ করা হবে এবং জনগণকে সচেতন থাকার আহ্বান জানানো হয়েছে। এ বিষয়ে মন্ত্রণালয়ের একজন কর্মকর্তা বলেন, পরিস্থিতি স্বাভাবিক রাখতে সর্বাত্মক প্রচেষ্টা অব্যাহত রয়েছে। তিনি আরও জানান, আগামী কয়েক মাসের মধ্যে নতুন নীতিমালা প্রণয়ন করা হবে যাতে সাধারণ মানুষ উপকৃত হন। সংশ্লিষ্টরা আশা প্রকাশ করেছেন যে এই উদ্যোগ দেশের অর্থনীতি ও সমাজে ইতিবাচক প্রভাব ফেলবে।: [216, 777, 286, 884]
headline: সাংবাদিকের প্রশ্নের: [217, 58, 285, 68]
article-body: দেশের বিভিন্ন অঞ্চলে সাম্প্রতিক সময়ে এই বিষয়ে নানা আলোচনা চলছে এবং সংশ্লিষ্ট কর্তৃপক্ষ বিষয়টি গুরুত্বের সাথে বিবেচনা করছে। বিশেষজ্ঞরা মনে করছেন দ্রুত পদক্ষেপ নেওয়া প্রয়োজন। স্থানীয় প্রশাসন জানিয়েছে যে প্রয়োজনীয় সকল ব্যবস্থা গ্রহণ করা হবে এবং জনগণকে সচেতন থাকার আহ্বান জানানো হয়েছে। এ বিষয়ে মন্ত্রণালয়ের একজন কর্মকর্তা বলেন, পরিস্থিতি স্বাভাবিক রাখতে সর্বাত্মক প্রচেষ্টা অব্যাহত রয়েছে। তিনি আরও জানান, আগামী কয়েক মাসের মধ্যে নতুন নীতিমালা প্রণয়ন করা হবে যাতে সাধারণ মানুষ উপকৃত হন। সংশ্লিষ্টরা আশা প্রকাশ করেছেন যে এই উদ্যোগ দেশের অর্থনীতি ও সমাজে ইতিবাচক প্রভাব ফেলবে।: [10, 699, 208, 740]
headline: রাতে চাঁদের আলোয়: [68, 589, 150, 600]
article-body: দেশের বিভিন্ন অঞ্চলে সাম্প্রতিক সময়ে এই বিষয়ে নানা আলোচনা চলছে এবং সংশ্লিষ্ট কর্তৃপক্ষ বিষয়টি গুরুত্বের সাথে বিবেচনা করছে। বিশেষজ্ঞরা মনে করছেন দ্রুত পদক্ষেপ নেওয়া প্রয়োজন। স্থানীয় প্রশাসন জানিয়েছে যে প্রয়োজনীয় সকল ব্যবস্থা গ্রহণ করা হবে এবং জনগণকে সচেতন থাকার আহ্বান জানানো হয়েছে। এ বিষয়ে মন্ত্রণালয়ের একজন কর্মকর্তা বলেন, পরিস্থিতি স্বাভাবিক রাখতে সর্বাত্মক প্রচেষ্টা অব্যাহত রয়েছে। তিনি আরও জানান, আগামী কয়েক মাসের মধ্যে নতুন নীতিমালা প্রণয়ন করা হবে যাতে সাধারণ মানুষ উপকৃত হন। সংশ্লিষ্টরা আশা প্রকাশ করেছেন যে এই উদ্যোগ দেশের অর্থনীতি ও সমাজে ইতিবাচক প্রভাব ফেলবে।: [478, 627, 630, 674]
headline: মেট্রোরেলে বড় বরাদ্দ: [515, 58, 593, 68]
article-body: দেশের বিভিন্ন অঞ্চলে সাম্প্রতিক সময়ে এই বিষয়ে নানা আলোচনা চলছে এবং সংশ্লিষ্ট কর্তৃপক্ষ বিষয়টি গুরুত্বের সাথে বিবেচনা করছে। বিশেষজ্ঞরা মনে করছেন দ্রুত পদক্ষেপ নেওয়া প্রয়োজন। স্থানীয় প্রশাসন জানিয়েছে যে প্রয়োজনীয় সকল ব্যবস্থা গ্রহণ করা হবে এবং জনগণকে সচেতন থাকার আহ্বান জানানো হয়েছে। এ বিষয়ে মন্ত্রণালয়ের একজন কর্মকর্তা বলেন, পরিস্থিতি স্বাভাবিক রাখতে সর্বাত্মক প্রচেষ্টা অব্যাহত রয়েছে। তিনি আরও জানান, আগামী কয়েক মাসের মধ্যে নতুন নীতিমালা প্রণয়ন করা হবে যাতে সাধারণ মানুষ উপকৃত হন। সংশ্লিষ্টরা আশা প্রকাশ করেছেন যে এই উদ্যোগ দেশের অর্থনীতি ও সমাজে ইতিবাচক প্রভাব ফেলবে।: [216, 81, 286, 188]
article-body: দেশের বিভিন্ন অঞ্চলে সাম্প্রতিক সময়ে এই বিষয়ে নানা আলোচনা চলছে এবং সংশ্লিষ্ট কর্তৃপক্ষ বিষয়টি গুরুত্বের সাথে বিবেচনা করছে। বিশেষজ্ঞরা মনে করছেন দ্রুত পদক্ষেপ নেওয়া প্রয়োজন। স্থানীয় প্রশাসন জানিয়েছে যে প্রয়োজনীয় সকল ব্যবস্থা গ্রহণ করা হবে এবং জনগণকে সচেতন থাকার আহ্বান জানানো হয়েছে। এ বিষয়ে মন্ত্রণালয়ের একজন কর্মকর্তা বলেন, পরিস্থিতি স্বাভাবিক রাখতে সর্বাত্মক প্রচেষ্টা অব্যাহত রয়েছে। তিনি আরও জানান, আগামী কয়েক মাসের মধ্যে নতুন নীতিমালা প্রণয়ন করা হবে যাতে সাধারণ মানুষ উপকৃত হন। সংশ্লিষ্টরা আশা প্রকাশ করেছেন যে এই উদ্যোগ দেশের অর্থনীতি ও সমাজে ইতিবাচক প্রভাব ফেলবে।: [290, 1119, 404, 1184]
page-number: ২: [10, 11, 26, 40]
article-body: দেশের বিভিন্ন অঞ্চলে সাম্প্রতিক সময়ে এই বিষয়ে নানা আলোচনা চলছে এবং সংশ্লিষ্ট কর্তৃপক্ষ বিষয়টি গুরুত্বের সাথে বিবেচনা করছে। বিশেষজ্ঞরা মনে করছেন দ্রুত পদক্ষেপ নেওয়া প্রয়োজন। স্থানীয় প্রশাসন জানিয়েছে যে প্রয়োজনীয় সকল ব্যবস্থা গ্রহণ করা হবে এবং জনগণকে সচেতন থাকার আহ্বান জানানো হয়েছে। এ বিষয়ে মন্ত্রণালয়ের একজন কর্মকর্তা বলেন, পরিস্থিতি স্বাভাবিক রাখতে সর্বাত্মক প্রচেষ্টা অব্যাহত রয়েছে। তিনি আরও জানান, আগামী কয়েক মাসের মধ্যে নতুন নীতিমালা প্রণয়ন করা হবে যাতে সাধারণ মানুষ উপকৃত হন। সংশ্লিষ্টরা আশা প্রকাশ করেছেন যে এই উদ্যোগ দেশের অর্থনীতি ও সমাজে ইতিবাচক প্রভাব ফেলবে।: [412, 808, 474, 933]
article-body: দেশের বিভিন্ন অঞ্চলে সাম্প্রতিক সময়ে এই বিষয়ে নানা আলোচনা চলছে এবং সংশ্লিষ্ট কর্তৃপক্ষ বিষয়টি গুরুত্বের সাথে বিবেচনা করছে। বিশেষজ্ঞরা মনে করছেন দ্রুত পদক্ষেপ নেওয়া প্রয়োজন। স্থানীয় প্রশাসন জানিয়েছে যে প্রয়োজনীয় সকল ব্যবস্থা গ্রহণ করা হবে এবং জনগণকে সচেতন থাকার আহ্বান জানানো হয়েছে। এ বিষয়ে মন্ত্রণালয়ের একজন কর্মকর্তা বলেন, পরিস্থিতি স্বাভাবিক রাখতে সর্বাত্মক প্রচেষ্টা অব্যাহত রয়েছে। তিনি আরও জানান, আগামী কয়েক মাসের মধ্যে নতুন নীতিমালা প্রণয়ন করা হবে যাতে সাধারণ মানুষ উপকৃত হন। সংশ্লিষ্টরা আশা প্রকাশ করেছেন যে এই উদ্যোগ দেশের অর্থনীতি ও সমাজে ইতিবাচক প্রভাব ফেলবে।: [10, 83, 208, 124]
article-body: দেশের বিভিন্ন অঞ্চলে সাম্প্রতিক সময়ে এই বিষয়ে নানা আলোচনা চলছে এবং সংশ্লিষ্ট কর্তৃপক্ষ বিষয়টি গুরুত্বের সাথে বিবেচনা করছে। বিশেষজ্ঞরা মনে করছেন দ্রুত পদক্ষেপ নেওয়া প্রয়োজন। স্থানীয় প্রশাসন জানিয়েছে যে প্রয়োজনীয় সকল ব্যবস্থা গ্রহণ করা হবে এবং জনগণকে সচেতন থাকার আহ্বান জানানো হয়েছে। এ বিষয়ে মন্ত্রণালয়ের একজন কর্মকর্তা বলেন, পরিস্থিতি স্বাভাবিক রাখতে সর্বাত্মক প্রচেষ্টা অব্যাহত রয়েছে। তিনি আরও জানান, আগামী কয়েক মাসের মধ্যে নতুন নীতিমালা প্রণয়ন করা হবে যাতে সাধারণ মানুষ উপকৃত হন। সংশ্লিষ্টরা আশা প্রকাশ করেছেন যে এই উদ্যোগ দেশের অর্থনীতি ও সমাজে ইতিবাচক প্রভাব ফেলবে।: [216, 1242, 286, 1349]
article-body: দেশের বিভিন্ন অঞ্চলে সাম্প্রতিক সময়ে এই বিষয়ে নানা আলোচনা চলছে এবং সংশ্লিষ্ট কর্তৃপক্ষ বিষয়টি গুরুত্বের সাথে বিবেচনা করছে। বিশেষজ্ঞরা মনে করছেন দ্রুত পদক্ষেপ নেওয়া প্রয়োজন। স্থানীয় প্রশাসন জানিয়েছে যে প্রয়োজনীয় সকল ব্যবস্থা গ্রহণ করা হবে এবং জনগণকে সচেতন থাকার আহ্বান জানানো হয়েছে। এ বিষয়ে মন্ত্রণালয়ের একজন কর্মকর্তা বলেন, পরিস্থিতি স্বাভাবিক রাখতে সর্বাত্মক প্রচেষ্টা অব্যাহত রয়েছে। তিনি আরও জানান, আগামী কয়েক মাসের মধ্যে নতুন নীতিমালা প্রণয়ন করা হবে যাতে সাধারণ মানুষ উপকৃত হন। সংশ্লিষ্টরা আশা প্রকাশ করেছেন যে এই উদ্যোগ দেশের অর্থনীতি ও সমাজে ইতিবাচক প্রভাব ফেলবে।: [478, 771, 630, 818]
article-body: দেশের বিভিন্ন অঞ্চলে সাম্প্রতিক সময়ে এই বিষয়ে নানা আলোচনা চলছে এবং সংশ্লিষ্ট কর্তৃপক্ষ বিষয়টি গুরুত্বের সাথে বিবেচনা করছে। বিশেষজ্ঞরা মনে করছেন দ্রুত পদক্ষেপ নেওয়া প্রয়োজন। স্থানীয় প্রশাসন জানিয়েছে যে প্রয়োজনীয় সকল ব্যবস্থা গ্রহণ করা হবে এবং জনগণকে সচেতন থাকার আহ্বান জানানো হয়েছে। এ বিষয়ে মন্ত্রণালয়ের একজন কর্মকর্তা বলেন, পরিস্থিতি স্বাভাবিক রাখতে সর্বাত্মক প্রচেষ্টা অব্যাহত রয়েছে। তিনি আরও জানান, আগামী কয়েক মাসের মধ্যে নতুন নীতিমালা প্রণয়ন করা হবে যাতে সাধারণ মানুষ উপকৃত হন। সংশ্লিষ্টরা আশা প্রকাশ করেছেন যে এই উদ্যোগ দেশের অর্থনীতি ও সমাজে ইতিবাচক প্রভাব ফেলবে।: [10, 286, 208, 327]
page-header: [10, 6, 630, 46]
headline: জাতিসংঘে শান্তিরক্ষীদের: [228, 739, 274, 764]
article-body: দেশের বিভিন্ন অঞ্চলে সাম্প্রতিক সময়ে এই বিষয়ে নানা আলোচনা চলছে এবং সংশ্লিষ্ট কর্তৃপক্ষ বিষয়টি গুরুত্বের সাথে বিবেচনা করছে। বিশেষজ্ঞরা মনে করছেন দ্রুত পদক্ষেপ নেওয়া প্রয়োজন। স্থানীয় প্রশাসন জানিয়েছে যে প্রয়োজনীয় সকল ব্যবস্থা গ্রহণ করা হবে এবং জনগণকে সচেতন থাকার আহ্বান জানানো হয়েছে। এ বিষয়ে মন্ত্রণালয়ের একজন কর্মকর্তা বলেন, পরিস্থিতি স্বাভাবিক রাখতে সর্বাত্মক প্রচেষ্টা অব্যাহত রয়েছে। তিনি আরও জানান, আগামী কয়েক মাসের মধ্যে নতুন নীতিমালা প্রণয়ন করা হবে যাতে সাধারণ মানুষ উপকৃত হন। সংশ্লিষ্টরা আশা প্রকাশ করেছেন যে এই উদ্যোগ দেশের অর্থনীতি ও সমাজে ইতিবাচক প্রভাব ফেলবে।: [10, 615, 208, 656]
article-body: দেশের বিভিন্ন অঞ্চলে সাম্প্রতিক সময়ে এই বিষয়ে নানা আলোচনা চলছে এবং সংশ্লিষ্ট কর্তৃপক্ষ বিষয়টি গুরুত্বের সাথে বিবেচনা করছে। বিশেষজ্ঞরা মনে করছেন দ্রুত পদক্ষেপ নেওয়া প্রয়োজন। স্থানীয় প্রশাসন জানিয়েছে যে প্রয়োজনীয় সকল ব্যবস্থা গ্রহণ করা হবে এবং জনগণকে সচেতন থাকার আহ্বান জানানো হয়েছে। এ বিষয়ে মন্ত্রণালয়ের একজন কর্মকর্তা বলেন, পরিস্থিতি স্বাভাবিক রাখতে সর্বাত্মক প্রচেষ্টা অব্যাহত রয়েছে। তিনি আরও জানান, আগামী কয়েক মাসের মধ্যে নতুন নীতিমালা প্রণয়ন করা হবে যাতে সাধারণ মানুষ উপকৃত হন। সংশ্লিষ্টরা আশা প্রকাশ করেছেন যে এই উদ্যোগ দেশের অর্থনীতি ও সমাজে ইতিবাচক প্রভাব ফেলবে।: [290, 1185, 404, 1250]
article-body: দেশের বিভিন্ন অঞ্চলে সাম্প্রতিক সময়ে এই বিষয়ে নানা আলোচনা চলছে এবং সংশ্লিষ্ট কর্তৃপক্ষ বিষয়টি গুরুত্বের সাথে বিবেচনা করছে। বিশেষজ্ঞরা মনে করছেন দ্রুত পদক্ষেপ নেওয়া প্রয়োজন। স্থানীয় প্রশাসন জানিয়েছে যে প্রয়োজনীয় সকল ব্যবস্থা গ্রহণ করা হবে এবং জনগণকে সচেতন থাকার আহ্বান জানানো হয়েছে। এ বিষয়ে মন্ত্রণালয়ের একজন কর্মকর্তা বলেন, পরিস্থিতি স্বাভাবিক রাখতে সর্বাত্মক প্রচেষ্টা অব্যাহত রয়েছে। তিনি আরও জানান, আগামী কয়েক মাসের মধ্যে নতুন নীতিমালা প্রণয়ন করা হবে যাতে সাধারণ মানুষ উপকৃত হন। সংশ্লিষ্টরা আশা প্রকাশ করেছেন যে এই উদ্যোগ দেশের অর্থনীতি ও সমাজে ইতিবাচক প্রভাব ফেলবে।: [478, 723, 630, 770]
date-line: বুধবার ২০ মে ২০২৫, ৬ জ্যৈষ্ঠ ১৪৩২: [142, 11, 263, 20]
email-line: e-mail : news@desherkantha.com: [142, 23, 279, 32]
article-body: দেশের বিভিন্ন অঞ্চলে সাম্প্রতিক সময়ে এই বিষয়ে নানা আলোচনা চলছে এবং সংশ্লিষ্ট কর্তৃপক্ষ বিষয়টি গুরুত্বের সাথে বিবেচনা করছে। বিশেষজ্ঞরা মনে করছেন দ্রুত পদক্ষেপ নেওয়া প্রয়োজন। স্থানীয় প্রশাসন জানিয়েছে যে প্রয়োজনীয় সকল ব্যবস্থা গ্রহণ করা হবে এবং জনগণকে সচেতন থাকার আহ্বান জানানো হয়েছে। এ বিষয়ে মন্ত্রণালয়ের একজন কর্মকর্তা বলেন, পরিস্থিতি স্বাভাবিক রাখতে সর্বাত্মক প্রচেষ্টা অব্যাহত রয়েছে। তিনি আরও জানান, আগামী কয়েক মাসের মধ্যে নতুন নীতিমালা প্রণয়ন করা হবে যাতে সাধারণ মানুষ উপকৃত হন। সংশ্লিষ্টরা আশা প্রকাশ করেছেন যে এই উদ্যোগ দেশের অর্থনীতি ও সমাজে ইতিবাচক প্রভাব ফেলবে।: [290, 570, 404, 635]
headline: খাল বনল সফল হলে গ্রামীণ অর্থনীতিতে: [296, 475, 398, 500]
article-body: দেশের বিভিন্ন অঞ্চলে সাম্প্রতিক সময়ে এই বিষয়ে নানা আলোচনা চলছে এবং সংশ্লিষ্ট কর্তৃপক্ষ বিষয়টি গুরুত্বের সাথে বিবেচনা করছে। বিশেষজ্ঞরা মনে করছেন দ্রুত পদক্ষেপ নেওয়া প্রয়োজন। স্থানীয় প্রশাসন জানিয়েছে যে প্রয়োজনীয় সকল ব্যবস্থা গ্রহণ করা হবে এবং জনগণকে সচেতন থাকার আহ্বান জানানো হয়েছে। এ বিষয়ে মন্ত্রণালয়ের একজন কর্মকর্তা বলেন, পরিস্থিতি স্বাভাবিক রাখতে সর্বাত্মক প্রচেষ্টা অব্যাহত রয়েছে। তিনি আরও জানান, আগামী কয়েক মাসের মধ্যে নতুন নীতিমালা প্রণয়ন করা হবে যাতে সাধারণ মানুষ উপকৃত হন। সংশ্লিষ্টরা আশা প্রকাশ করেছেন যে এই উদ্যোগ দেশের অর্থনীতি ও সমাজে ইতিবাচক প্রভাব ফেলবে।: [10, 860, 208, 901]
section-name: খবর: [48, 8, 100, 48]
kicker: (শেষ পৃষ্ঠার পর): [478, 393, 510, 399]
article-body: দেশের বিভিন্ন অঞ্চলে সাম্প্রতিক সময়ে এই বিষয়ে নানা আলোচনা চলছে এবং সংশ্লিষ্ট কর্তৃপক্ষ বিষয়টি গুরুত্বের সাথে বিবেচনা করছে। বিশেষজ্ঞরা মনে করছেন দ্রুত পদক্ষেপ নেওয়া প্রয়োজন। স্থানীয় প্রশাসন জানিয়েছে যে প্রয়োজনীয় সকল ব্যবস্থা গ্রহণ করা হবে এবং জনগণকে সচেতন থাকার আহ্বান জানানো হয়েছে। এ বিষয়ে মন্ত্রণালয়ের একজন কর্মকর্তা বলেন, পরিস্থিতি স্বাভাবিক রাখতে সর্বাত্মক প্রচেষ্টা অব্যাহত রয়েছে। তিনি আরও জানান, আগামী কয়েক মাসের মধ্যে নতুন নীতিমালা প্রণয়ন করা হবে যাতে সাধারণ মানুষ উপকৃত হন। সংশ্লিষ্টরা আশা প্রকাশ করেছেন যে এই উদ্যোগ দেশের অর্থনীতি ও সমাজে ইতিবাচক প্রভাব ফেলবে।: [216, 1134, 286, 1241]
article-body: দেশের বিভিন্ন অঞ্চলে সাম্প্রতিক সময়ে এই বিষয়ে নানা আলোচনা চলছে এবং সংশ্লিষ্ট কর্তৃপক্ষ বিষয়টি গুরুত্বের সাথে বিবেচনা করছে। বিশেষজ্ঞরা মনে করছেন দ্রুত পদক্ষেপ নেওয়া প্রয়োজন। স্থানীয় প্রশাসন জানিয়েছে যে প্রয়োজনীয় সকল ব্যবস্থা গ্রহণ করা হবে এবং জনগণকে সচেতন থাকার আহ্বান জানানো হয়েছে। এ বিষয়ে মন্ত্রণালয়ের একজন কর্মকর্তা বলেন, পরিস্থিতি স্বাভাবিক রাখতে সর্বাত্মক প্রচেষ্টা অব্যাহত রয়েছে। তিনি আরও জানান, আগামী কয়েক মাসের মধ্যে নতুন নীতিমালা প্রণয়ন করা হবে যাতে সাধারণ মানুষ উপকৃত হন। সংশ্লিষ্টরা আশা প্রকাশ করেছেন যে এই উদ্যোগ দেশের অর্থনীতি ও সমাজে ইতিবাচক প্রভাব ফেলবে।: [216, 405, 286, 512]
article-body: দেশের বিভিন্ন অঞ্চলে সাম্প্রতিক সময়ে এই বিষয়ে নানা আলোচনা চলছে এবং সংশ্লিষ্ট কর্তৃপক্ষ বিষয়টি গুরুত্বের সাথে বিবেচনা করছে। বিশেষজ্ঞরা মনে করছেন দ্রুত পদক্ষেপ নেওয়া প্রয়োজন। স্থানীয় প্রশাসন জানিয়েছে যে প্রয়োজনীয় সকল ব্যবস্থা গ্রহণ করা হবে এবং জনগণকে সচেতন থাকার আহ্বান জানানো হয়েছে। এ বিষয়ে মন্ত্রণালয়ের একজন কর্মকর্তা বলেন, পরিস্থিতি স্বাভাবিক রাখতে সর্বাত্মক প্রচেষ্টা অব্যাহত রয়েছে। তিনি আরও জানান, আগামী কয়েক মাসের মধ্যে নতুন নীতিমালা প্রণয়ন করা হবে যাতে সাধারণ মানুষ উপকৃত হন। সংশ্লিষ্টরা আশা প্রকাশ করেছেন যে এই উদ্যোগ দেশের অর্থনীতি ও সমাজে ইতিবাচক প্রভাব ফেলবে।: [412, 304, 474, 429]
article-body: দেশের বিভিন্ন অঞ্চলে সাম্প্রতিক সময়ে এই বিষয়ে নানা আলোচনা চলছে এবং সংশ্লিষ্ট কর্তৃপক্ষ বিষয়টি গুরুত্বের সাথে বিবেচনা করছে। বিশেষজ্ঞরা মনে করছেন দ্রুত পদক্ষেপ নেওয়া প্রয়োজন। স্থানীয় প্রশাসন জানিয়েছে যে প্রয়োজনীয় সকল ব্যবস্থা গ্রহণ করা হবে এবং জনগণকে সচেতন থাকার আহ্বান জানানো হয়েছে। এ বিষয়ে মন্ত্রণালয়ের একজন কর্মকর্তা বলেন, পরিস্থিতি স্বাভাবিক রাখতে সর্বাত্মক প্রচেষ্টা অব্যাহত রয়েছে। তিনি আরও জানান, আগামী কয়েক মাসের মধ্যে নতুন নীতিমালা প্রণয়ন করা হবে যাতে সাধারণ মানুষ উপকৃত হন। সংশ্লিষ্টরা আশা প্রকাশ করেছেন যে এই উদ্যোগ দেশের অর্থনীতি ও সমাজে ইতিবাচক প্রভাব ফেলবে।: [478, 273, 630, 320]
kicker: (শেষ পৃষ্ঠার পর): [10, 277, 42, 283]
article-body: দেশের বিভিন্ন অঞ্চলে সাম্প্রতিক সময়ে এই বিষয়ে নানা আলোচনা চলছে এবং সংশ্লিষ্ট কর্তৃপক্ষ বিষয়টি গুরুত্বের সাথে বিবেচনা করছে। বিশেষজ্ঞরা মনে করছেন দ্রুত পদক্ষেপ নেওয়া প্রয়োজন। স্থানীয় প্রশাসন জানিয়েছে যে প্রয়োজনীয় সকল ব্যবস্থা গ্রহণ করা হবে এবং জনগণকে সচেতন থাকার আহ্বান জানানো হয়েছে। এ বিষয়ে মন্ত্রণালয়ের একজন কর্মকর্তা বলেন, পরিস্থিতি স্বাভাবিক রাখতে সর্বাত্মক প্রচেষ্টা অব্যাহত রয়েছে। তিনি আরও জানান, আগামী কয়েক মাসের মধ্যে নতুন নীতিমালা প্রণয়ন করা হবে যাতে সাধারণ মানুষ উপকৃত হন। সংশ্লিষ্টরা আশা প্রকাশ করেছেন যে এই উদ্যোগ দেশের অর্থনীতি ও সমাজে ইতিবাচক প্রভাব ফেলবে।: [290, 177, 404, 242]
article-body: দেশের বিভিন্ন অঞ্চলে সাম্প্রতিক সময়ে এই বিষয়ে নানা আলোচনা চলছে এবং সংশ্লিষ্ট কর্তৃপক্ষ বিষয়টি গুরুত্বের সাথে বিবেচনা করছে। বিশেষজ্ঞরা মনে করছেন দ্রুত পদক্ষেপ নেওয়া প্রয়োজন। স্থানীয় প্রশাসন জানিয়েছে যে প্রয়োজনীয় সকল ব্যবস্থা গ্রহণ করা হবে এবং জনগণকে সচেতন থাকার আহ্বান জানানো হয়েছে। এ বিষয়ে মন্ত্রণালয়ের একজন কর্মকর্তা বলেন, পরিস্থিতি স্বাভাবিক রাখতে সর্বাত্মক প্রচেষ্টা অব্যাহত রয়েছে। তিনি আরও জানান, আগামী কয়েক মাসের মধ্যে নতুন নীতিমালা প্রণয়ন করা হবে যাতে সাধারণ মানুষ উপকৃত হন। সংশ্লিষ্টরা আশা প্রকাশ করেছেন যে এই উদ্যোগ দেশের অর্থনীতি ও সমাজে ইতিবাচক প্রভাব ফেলবে।: [412, 682, 474, 807]
article-body: দেশের বিভিন্ন অঞ্চলে সাম্প্রতিক সময়ে এই বিষয়ে নানা আলোচনা চলছে এবং সংশ্লিষ্ট কর্তৃপক্ষ বিষয়টি গুরুত্বের সাথে বিবেচনা করছে। বিশেষজ্ঞরা মনে করছেন দ্রুত পদক্ষেপ নেওয়া প্রয়োজন। স্থানীয় প্রশাসন জানিয়েছে যে প্রয়োজনীয় সকল ব্যবস্থা গ্রহণ করা হবে এবং জনগণকে সচেতন থাকার আহ্বান জানানো হয়েছে। এ বিষয়ে মন্ত্রণালয়ের একজন কর্মকর্তা বলেন, পরিস্থিতি স্বাভাবিক রাখতে সর্বাত্মক প্রচেষ্টা অব্যাহত রয়েছে। তিনি আরও জানান, আগামী কয়েক মাসের মধ্যে নতুন নীতিমালা প্রণয়ন করা হবে যাতে সাধারণ মানুষ উপকৃত হন। সংশ্লিষ্টরা আশা প্রকাশ করেছেন যে এই উদ্যোগ দেশের অর্থনীতি ও সমাজে ইতিবাচক প্রভাব ফেলবে।: [290, 333, 404, 398]
kicker: (শেষ পৃষ্ঠার পর): [216, 72, 248, 78]
article-body: দেশের বিভিন্ন অঞ্চলে সাম্প্রতিক সময়ে এই বিষয়ে নানা আলোচনা চলছে এবং সংশ্লিষ্ট কর্তৃপক্ষ বিষয়টি গুরুত্বের সাথে বিবেচনা করছে। বিশেষজ্ঞরা মনে করছেন দ্রুত পদক্ষেপ নেওয়া প্রয়োজন। স্থানীয় প্রশাসন জানিয়েছে যে প্রয়োজনীয় সকল ব্যবস্থা গ্রহণ করা হবে এবং জনগণকে সচেতন থাকার আহ্বান জানানো হয়েছে। এ বিষয়ে মন্ত্রণালয়ের একজন কর্মকর্তা বলেন, পরিস্থিতি স্বাভাবিক রাখতে সর্বাত্মক প্রচেষ্টা অব্যাহত রয়েছে। তিনি আরও জানান, আগামী কয়েক মাসের মধ্যে নতুন নীতিমালা প্রণয়ন করা হবে যাতে সাধারণ মানুষ উপকৃত হন। সংশ্লিষ্টরা আশা প্রকাশ করেছেন যে এই উদ্যোগ দেশের অর্থনীতি ও সমাজে ইতিবাচক প্রভাব ফেলবে।: [478, 321, 630, 368]
article-body: দেশের বিভিন্ন অঞ্চলে সাম্প্রতিক সময়ে এই বিষয়ে নানা আলোচনা চলছে এবং সংশ্লিষ্ট কর্তৃপক্ষ বিষয়টি গুরুত্বের সাথে বিবেচনা করছে। বিশেষজ্ঞরা মনে করছেন দ্রুত পদক্ষেপ নেওয়া প্রয়োজন। স্থানীয় প্রশাসন জানিয়েছে যে প্রয়োজনীয় সকল ব্যবস্থা গ্রহণ করা হবে এবং জনগণকে সচেতন থাকার আহ্বান জানানো হয়েছে। এ বিষয়ে মন্ত্রণালয়ের একজন কর্মকর্তা বলেন, পরিস্থিতি স্বাভাবিক রাখতে সর্বাত্মক প্রচেষ্টা অব্যাহত রয়েছে। তিনি আরও জানান, আগামী কয়েক মাসের মধ্যে নতুন নীতিমালা প্রণয়ন করা হবে যাতে সাধারণ মানুষ উপকৃত হন। সংশ্লিষ্টরা আশা প্রকাশ করেছেন যে এই উদ্যোগ দেশের অর্থনীতি ও সমাজে ইতিবাচক প্রভাব ফেলবে।: [290, 399, 404, 464]
column-middle-narrow: [216, 52, 286, 1349]
column-rule: [212, 50, 213, 955]
article-body: দেশের বিভিন্ন অঞ্চলে সাম্প্রতিক সময়ে এই বিষয়ে নানা আলোচনা চলছে এবং সংশ্লিষ্ট কর্তৃপক্ষ বিষয়টি গুরুত্বের সাথে বিবেচনা করছে। বিশেষজ্ঞরা মনে করছেন দ্রুত পদক্ষেপ নেওয়া প্রয়োজন। স্থানীয় প্রশাসন জানিয়েছে যে প্রয়োজনীয় সকল ব্যবস্থা গ্রহণ করা হবে এবং জনগণকে সচেতন থাকার আহ্বান জানানো হয়েছে। এ বিষয়ে মন্ত্রণালয়ের একজন কর্মকর্তা বলেন, পরিস্থিতি স্বাভাবিক রাখতে সর্বাত্মক প্রচেষ্টা অব্যাহত রয়েছে। তিনি আরও জানান, আগামী কয়েক মাসের মধ্যে নতুন নীতিমালা প্রণয়ন করা হবে যাতে সাধারণ মানুষ উপকৃত হন। সংশ্লিষ্টরা আশা প্রকাশ করেছেন যে এই উদ্যোগ দেশের অর্থনীতি ও সমাজে ইতিবাচক প্রভাব ফেলবে।: [412, 52, 474, 177]
date-email: [142, 10, 278, 34]
article-body: দেশের বিভিন্ন অঞ্চলে সাম্প্রতিক সময়ে এই বিষয়ে নানা আলোচনা চলছে এবং সংশ্লিষ্ট কর্তৃপক্ষ বিষয়টি গুরুত্বের সাথে বিবেচনা করছে। বিশেষজ্ঞরা মনে করছেন দ্রুত পদক্ষেপ নেওয়া প্রয়োজন। স্থানীয় প্রশাসন জানিয়েছে যে প্রয়োজনীয় সকল ব্যবস্থা গ্রহণ করা হবে এবং জনগণকে সচেতন থাকার আহ্বান জানানো হয়েছে। এ বিষয়ে মন্ত্রণালয়ের একজন কর্মকর্তা বলেন, পরিস্থিতি স্বাভাবিক রাখতে সর্বাত্মক প্রচেষ্টা অব্যাহত রয়েছে। তিনি আরও জানান, আগামী কয়েক মাসের মধ্যে নতুন নীতিমালা প্রণয়ন করা হবে যাতে সাধারণ মানুষ উপকৃত হন। সংশ্লিষ্টরা আশা প্রকাশ করেছেন যে এই উদ্যোগ দেশের অর্থনীতি ও সমাজে ইতিবাচক প্রভাব ফেলবে।: [412, 958, 474, 1083]
article-body: দেশের বিভিন্ন অঞ্চলে সাম্প্রতিক সময়ে এই বিষয়ে নানা আলোচনা চলছে এবং সংশ্লিষ্ট কর্তৃপক্ষ বিষয়টি গুরুত্বের সাথে বিবেচনা করছে। বিশেষজ্ঞরা মনে করছেন দ্রুত পদক্ষেপ নেওয়া প্রয়োজন। স্থানীয় প্রশাসন জানিয়েছে যে প্রয়োজনীয় সকল ব্যবস্থা গ্রহণ করা হবে এবং জনগণকে সচেতন থাকার আহ্বান জানানো হয়েছে। এ বিষয়ে মন্ত্রণালয়ের একজন কর্মকর্তা বলেন, পরিস্থিতি স্বাভাবিক রাখতে সর্বাত্মক প্রচেষ্টা অব্যাহত রয়েছে। তিনি আরও জানান, আগামী কয়েক মাসের মধ্যে নতুন নীতিমালা প্রণয়ন করা হবে যাতে সাধারণ মানুষ উপকৃত হন। সংশ্লিষ্টরা আশা প্রকাশ করেছেন যে এই উদ্যোগ দেশের অর্থনীতি ও সমাজে ইতিবাচক প্রভাব ফেলবে।: [478, 225, 630, 272]
article-body: দেশের বিভিন্ন অঞ্চলে সাম্প্রতিক সময়ে এই বিষয়ে নানা আলোচনা চলছে এবং সংশ্লিষ্ট কর্তৃপক্ষ বিষয়টি গুরুত্বের সাথে বিবেচনা করছে। বিশেষজ্ঞরা মনে করছেন দ্রুত পদক্ষেপ নেওয়া প্রয়োজন। স্থানীয় প্রশাসন জানিয়েছে যে প্রয়োজনীয় সকল ব্যবস্থা গ্রহণ করা হবে এবং জনগণকে সচেতন থাকার আহ্বান জানানো হয়েছে। এ বিষয়ে মন্ত্রণালয়ের একজন কর্মকর্তা বলেন, পরিস্থিতি স্বাভাবিক রাখতে সর্বাত্মক প্রচেষ্টা অব্যাহত রয়েছে। তিনি আরও জানান, আগামী কয়েক মাসের মধ্যে নতুন নীতিমালা প্রণয়ন করা হবে যাতে সাধারণ মানুষ উপকৃত হন। সংশ্লিষ্টরা আশা প্রকাশ করেছেন যে এই উদ্যোগ দেশের অর্থনীতি ও সমাজে ইতিবাচক প্রভাব ফেলবে।: [412, 430, 474, 555]
kicker: (শেষ পৃষ্ঠার পর): [10, 767, 42, 773]
article-body: দেশের বিভিন্ন অঞ্চলে সাম্প্রতিক সময়ে এই বিষয়ে নানা আলোচনা চলছে এবং সংশ্লিষ্ট কর্তৃপক্ষ বিষয়টি গুরুত্বের সাথে বিবেচনা করছে। বিশেষজ্ঞরা মনে করছেন দ্রুত পদক্ষেপ নেওয়া প্রয়োজন। স্থানীয় প্রশাসন জানিয়েছে যে প্রয়োজনীয় সকল ব্যবস্থা গ্রহণ করা হবে এবং জনগণকে সচেতন থাকার আহ্বান জানানো হয়েছে। এ বিষয়ে মন্ত্রণালয়ের একজন কর্মকর্তা বলেন, পরিস্থিতি স্বাভাবিক রাখতে সর্বাত্মক প্রচেষ্টা অব্যাহত রয়েছে। তিনি আরও জানান, আগামী কয়েক মাসের মধ্যে নতুন নীতিমালা প্রণয়ন করা হবে যাতে সাধারণ মানুষ উপকৃত হন। সংশ্লিষ্টরা আশা প্রকাশ করেছেন যে এই উদ্যোগ দেশের অর্থনীতি ও সমাজে ইতিবাচক প্রভাব ফেলবে।: [290, 636, 404, 701]
column-middle: [290, 52, 404, 1250]
article-body: দেশের বিভিন্ন অঞ্চলে সাম্প্রতিক সময়ে এই বিষয়ে নানা আলোচনা চলছে এবং সংশ্লিষ্ট কর্তৃপক্ষ বিষয়টি গুরুত্বের সাথে বিবেচনা করছে। বিশেষজ্ঞরা মনে করছেন দ্রুত পদক্ষেপ নেওয়া প্রয়োজন। স্থানীয় প্রশাসন জানিয়েছে যে প্রয়োজনীয় সকল ব্যবস্থা গ্রহণ করা হবে এবং জনগণকে সচেতন থাকার আহ্বান জানানো হয়েছে। এ বিষয়ে মন্ত্রণালয়ের একজন কর্মকর্তা বলেন, পরিস্থিতি স্বাভাবিক রাখতে সর্বাত্মক প্রচেষ্টা অব্যাহত রয়েছে। তিনি আরও জানান, আগামী কয়েক মাসের মধ্যে নতুন নীতিমালা প্রণয়ন করা হবে যাতে সাধারণ মানুষ উপকৃত হন। সংশ্লিষ্টরা আশা প্রকাশ করেছেন যে এই উদ্যোগ দেশের অর্থনীতি ও সমাজে ইতিবাচক প্রভাব ফেলবে।: [10, 776, 208, 817]
